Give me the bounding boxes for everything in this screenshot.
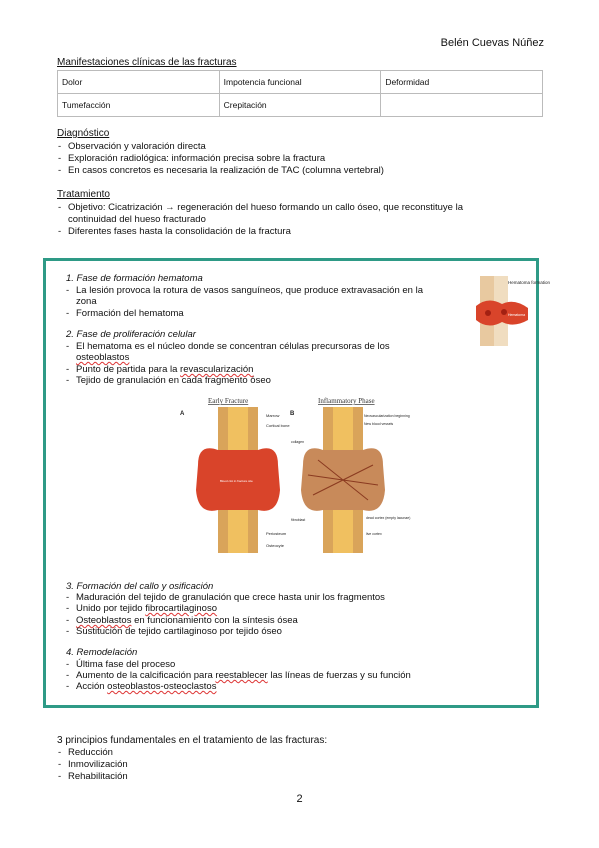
list-item: - La lesión provoca la rotura de vasos sanguíneos, que produce extravasación en la — [66, 285, 423, 296]
collagen-label: collagen — [291, 440, 305, 444]
fracture-phases-figure — [178, 395, 411, 555]
dead-cortex-label: dead cortex (empty lacunae) — [366, 516, 411, 520]
table-cell: Deformidad — [381, 71, 543, 94]
fibroblast-label: fibroblast — [291, 518, 306, 522]
manifestaciones-title: Manifestaciones clínicas de las fracturas — [57, 57, 237, 68]
list-item-continuation: zona — [76, 296, 97, 307]
figure-letter-a: A — [180, 411, 185, 417]
table-cell: Tumefacción — [58, 94, 220, 117]
hematoma-formation-image — [474, 276, 551, 346]
list-item: - En casos concretos es necesaria la realización de TAC (columna vertebral) — [58, 165, 384, 176]
list-item: - Tejido de granulación en cada fragmento óseo — [66, 375, 271, 386]
list-item: - Rehabilitación — [58, 771, 128, 782]
list-item: - Inmovilización — [58, 759, 128, 770]
principios-title: 3 principios fundamentales en el tratamiento de las fracturas: — [57, 735, 328, 746]
new-vessels-label: New blood vessels — [364, 422, 394, 426]
hematoma-sub-label: Hematoma — [508, 313, 526, 317]
list-item: - Exploración radiológica: información precisa sobre la fractura — [58, 153, 326, 164]
fase4-title: 4. Remodelación — [66, 647, 138, 658]
blood-clot-label: Blood clot in fracture site — [220, 479, 253, 483]
list-item: - Aumento de la calcificación para reestablecer las líneas de fuerzas y su función — [66, 670, 411, 681]
list-item: - Unido por tejido fibrocartilaginoso — [66, 603, 218, 614]
list-item: - Formación del hematoma — [66, 308, 184, 319]
fases-box — [43, 258, 551, 708]
osteocyte-label: Osteocyte — [266, 543, 285, 548]
cortical-bone-label: Cortical bone — [266, 423, 290, 428]
diagnostico-title: Diagnóstico — [57, 128, 110, 139]
fase2-title: 2. Fase de proliferación celular — [66, 329, 196, 340]
author-name: Belén Cuevas Núñez — [440, 37, 544, 49]
list-item: - El hematoma es el núcleo donde se concentran células precursoras de los — [66, 341, 390, 352]
table-cell: Crepitación — [219, 94, 381, 117]
list-item-continuation: osteoblastos — [76, 352, 130, 363]
list-item: - Maduración del tejido de granulación que crece hasta unir los fragmentos — [66, 592, 385, 603]
table-row — [58, 71, 543, 94]
list-item: - Observación y valoración directa — [58, 141, 206, 152]
marrow-label: Marrow — [266, 413, 280, 418]
page-number: 2 — [296, 793, 303, 805]
tratamiento-title: Tratamiento — [57, 189, 110, 200]
fase1-title: 1. Fase de formación hematoma — [66, 273, 203, 284]
list-item: - Reducción — [58, 747, 113, 758]
list-item: - Sustitución de tejido cartilaginoso por tejido óseo — [66, 626, 282, 637]
list-item: - Diferentes fases hasta la consolidación de la fractura — [58, 226, 291, 237]
hematoma-formation-label: Hematoma formation — [508, 280, 551, 285]
list-item: - Objetivo: Cicatrización → regeneración del hueso formando un callo óseo, que reconstituye la — [58, 202, 464, 213]
live-cortex-label: live cortex — [366, 532, 382, 536]
table-row — [58, 94, 543, 117]
early-fracture-title: Early Fracture — [208, 397, 249, 405]
list-item: - Punto de partida para la revascularización — [66, 364, 254, 375]
manifestaciones-table — [57, 70, 543, 117]
table-cell: Dolor — [58, 71, 220, 94]
neovascularization-label: Neovascularization beginning — [364, 414, 410, 418]
table-cell: Impotencia funcional — [219, 71, 381, 94]
periosteum-label: Periosteum — [266, 531, 287, 536]
list-item: - Acción osteoblastos-osteoclastos — [66, 681, 217, 692]
inflammatory-phase-title: Inflammatory Phase — [318, 397, 375, 405]
table-cell — [381, 94, 543, 117]
figure-letter-b: B — [290, 411, 295, 417]
list-item: - Osteoblastos en funcionamiento con la síntesis ósea — [66, 615, 298, 626]
list-item: - Última fase del proceso — [66, 659, 176, 670]
fase3-title: 3. Formación del callo y osificación — [66, 581, 214, 592]
list-item-continuation: continuidad del hueso fracturado — [68, 214, 206, 225]
